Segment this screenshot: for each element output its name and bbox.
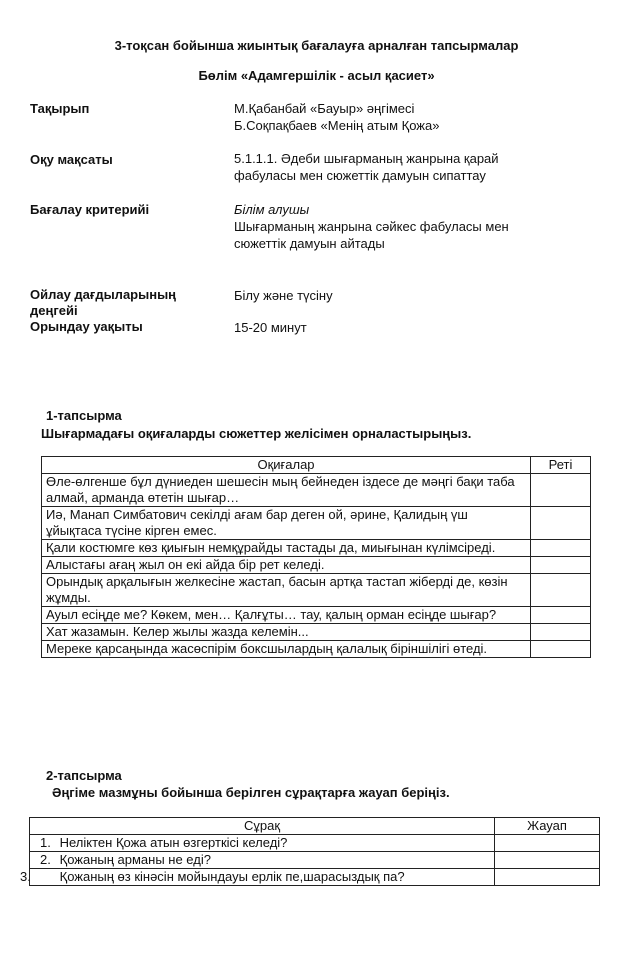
task2-number: 2-тапсырма — [46, 768, 122, 783]
answer-header: Жауап — [495, 818, 600, 835]
questions-table — [20, 817, 600, 886]
criteria-label: Бағалау критерийі — [30, 202, 150, 217]
answer-cell[interactable] — [495, 835, 600, 852]
goal-label: Оқу мақсаты — [30, 152, 113, 167]
event-cell: Хат жазамын. Келер жылы жазда келемін... — [42, 624, 531, 641]
question-number: 3. — [20, 869, 31, 884]
task1-number: 1-тапсырма — [46, 408, 122, 423]
table-row — [42, 641, 591, 658]
order-cell[interactable] — [531, 557, 591, 574]
table-row — [42, 574, 591, 607]
thinking-value: Білу және түсіну — [234, 288, 333, 303]
table-row — [42, 474, 591, 507]
order-cell[interactable] — [531, 607, 591, 624]
criteria-value: Шығарманың жанрына сәйкес фабуласы мен сюжеттік дамуын айтады — [234, 219, 509, 251]
thinking-label: Ойлау дағдыларының деңгейі — [30, 287, 177, 318]
event-cell: Иә, Манап Симбатович секілді ағам бар деген ой, әрине, Қалидың үш ұйықтаса түсіне кірген емес. — [42, 507, 531, 540]
question-number: 2. — [40, 852, 51, 867]
order-cell[interactable] — [531, 641, 591, 658]
criteria-italic: Білім алушы — [234, 202, 310, 217]
event-cell: Орындық арқалығын желкесіне жастап, басын артқа тастап жіберді де, көзін жұмды. — [42, 574, 531, 607]
answer-cell[interactable] — [495, 852, 600, 869]
goal-value: 5.1.1.1. Әдеби шығарманың жанрына қарай фабуласы мен сюжеттік дамуын сипаттау — [234, 151, 499, 183]
event-cell: Ауыл есіңде ме? Көкем, мен… Қалғұты… тау, қалың орман есіңде шығар? — [42, 607, 531, 624]
table-row — [30, 852, 600, 869]
time-value: 15-20 минут — [234, 320, 307, 335]
event-cell: Алыстағы ағаң жыл он екі айда бір рет келеді. — [42, 557, 531, 574]
question-text: Қожаның арманы не еді? — [59, 852, 211, 867]
table-row — [42, 607, 591, 624]
question-text: Неліктен Қожа атын өзгерткісі келеді? — [59, 835, 288, 850]
question-number: 1. — [40, 835, 51, 850]
topic-value: М.Қабанбай «Бауыр» әңгімесі Б.Соқпақбаев «Менің атым Қожа» — [234, 101, 440, 133]
table-row — [42, 507, 591, 540]
table-row — [30, 835, 600, 852]
event-cell: Өле-өлгенше бұл дүниеден шешесін мың бейнеден іздесе де мәңгі бақи таба алмай, арманда өтетін шығар… — [42, 474, 531, 507]
question-cell — [20, 869, 495, 886]
time-label: Орындау уақыты — [30, 319, 143, 334]
question-header: Сұрақ — [30, 818, 495, 835]
question-text: Қожаның өз кінәсін мойындауы ерлік пе,шарасыздық па? — [59, 869, 405, 884]
event-cell: Мереке қарсаңында жасөспірім боксшылардың қалалық біріншілігі өтеді. — [42, 641, 531, 658]
order-cell[interactable] — [531, 474, 591, 507]
order-header: Реті — [531, 457, 591, 474]
events-header: Оқиғалар — [42, 457, 531, 474]
answer-cell[interactable] — [495, 869, 600, 886]
order-cell[interactable] — [531, 574, 591, 607]
table-row — [42, 624, 591, 641]
task1-instruction: Шығармадағы оқиғаларды сюжеттер желісімен орналастырыңыз. — [41, 426, 472, 441]
event-cell: Қали костюмге көз қиығын немқұрайды тастады да, миығынан күлімсіреді. — [42, 540, 531, 557]
topic-label: Тақырып — [30, 101, 90, 116]
table-row — [30, 869, 600, 886]
question-cell — [30, 835, 495, 852]
order-cell[interactable] — [531, 507, 591, 540]
question-cell — [30, 852, 495, 869]
page-title: 3-тоқсан бойынша жиынтық бағалауға арналған тапсырмалар — [114, 38, 519, 53]
table-row — [42, 540, 591, 557]
task2-instruction: Әңгіме мазмұны бойынша берілген сұрақтарға жауап беріңіз. — [52, 785, 450, 800]
order-cell[interactable] — [531, 624, 591, 641]
events-table — [41, 456, 591, 658]
table-row — [42, 557, 591, 574]
section-title: Бөлім «Адамгершілік - асыл қасиет» — [198, 68, 435, 83]
order-cell[interactable] — [531, 540, 591, 557]
